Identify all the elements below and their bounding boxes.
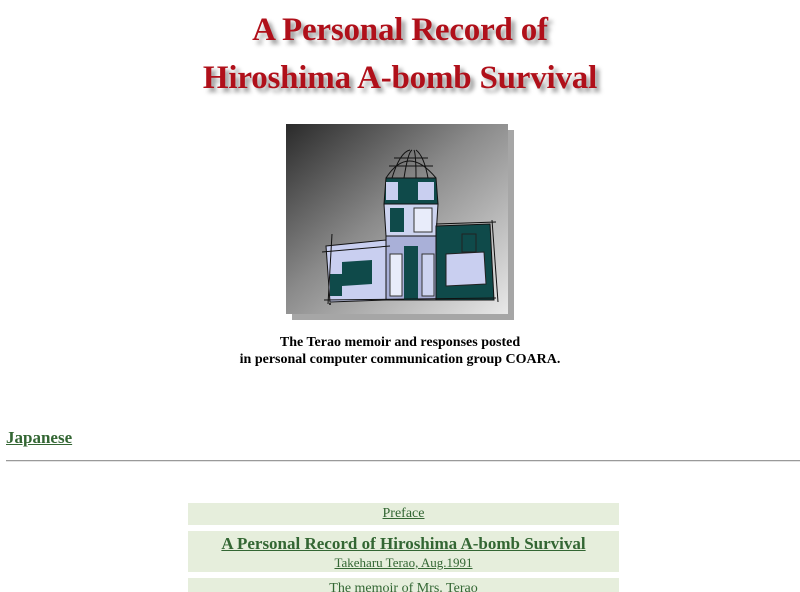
title-line-2: Hiroshima A-bomb Survival [202, 60, 598, 96]
title-line-1: A Personal Record of [252, 12, 548, 48]
preface-link[interactable]: Preface [382, 506, 425, 521]
page-title [0, 6, 800, 102]
image-caption [0, 334, 800, 368]
main-record-link[interactable]: A Personal Record of Hiroshima A-bomb Survival [221, 534, 586, 553]
table-of-contents [188, 503, 619, 592]
caption-line-1: The Terao memoir and responses posted [279, 335, 521, 350]
memoir-link[interactable]: The memoir of Mrs. Terao [329, 581, 478, 592]
atomic-bomb-dome-image [286, 124, 514, 320]
toc-row-preface [188, 503, 619, 525]
caption-line-2: in personal computer communication group COARA. [239, 352, 561, 367]
toc-row-main-record [188, 531, 619, 572]
japanese-link[interactable]: Japanese [6, 428, 73, 447]
toc-row-memoir [188, 578, 619, 592]
author-link[interactable]: Takeharu Terao, Aug.1991 [334, 555, 473, 570]
atomic-bomb-dome-drawing [286, 124, 514, 320]
horizontal-divider [6, 460, 800, 462]
